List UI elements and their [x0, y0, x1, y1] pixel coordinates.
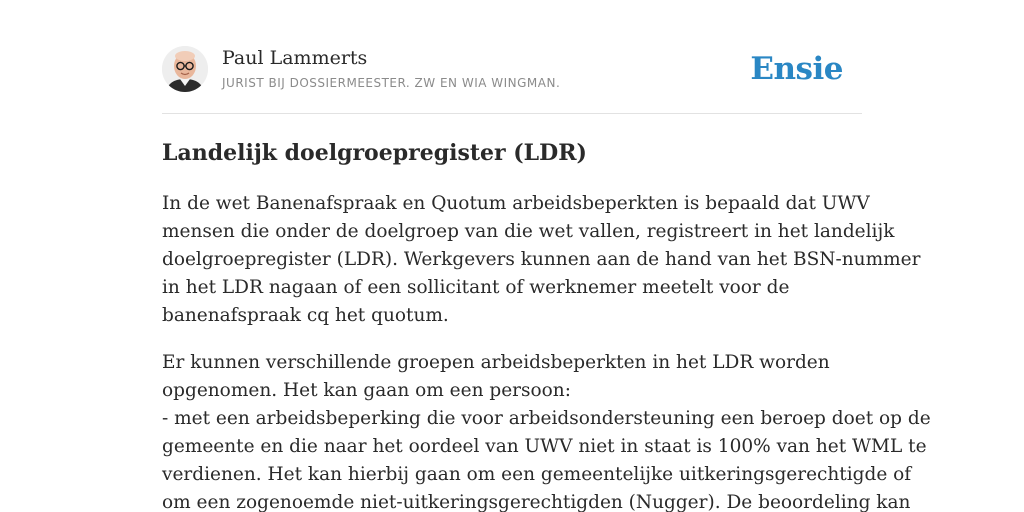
author-name[interactable]: Paul Lammerts [222, 47, 368, 69]
text-line: Er kunnen verschillende groepen arbeidsbeperkten in het LDR worden [162, 352, 830, 373]
content-container [162, 0, 931, 512]
paragraph [162, 190, 921, 330]
article-body [162, 190, 931, 512]
text-line: banenafspraak cq het quotum. [162, 305, 449, 326]
avatar[interactable] [162, 46, 208, 92]
text-line: om een zogenoemde niet-uitkeringsgerechtigden (Nugger). De beoordeling kan [162, 492, 911, 512]
text-line: In de wet Banenafspraak en Quotum arbeidsbeperkten is bepaald dat UWV [162, 193, 870, 214]
text-line: - met een arbeidsbeperking die voor arbeidsondersteuning een beroep doet op de [162, 408, 931, 429]
avatar-portrait-icon [162, 46, 208, 92]
text-line: in het LDR nagaan of een sollicitant of werknemer meetelt voor de [162, 277, 790, 298]
article-title: Landelijk doelgroepregister (LDR) [162, 140, 587, 166]
text-line: verdienen. Het kan hierbij gaan om een gemeentelijke uitkeringsgerechtigde of [162, 464, 912, 485]
paragraph [162, 349, 931, 512]
ensie-logo[interactable]: Ensie [750, 51, 843, 87]
text-line: doelgroepregister (LDR). Werkgevers kunnen aan de hand van het BSN-nummer [162, 249, 921, 270]
text-line: mensen die onder de doelgroep van die wet vallen, registreert in het landelijk [162, 221, 895, 242]
author-header [162, 0, 862, 114]
text-line: opgenomen. Het kan gaan om een persoon: [162, 380, 571, 401]
author-tagline: JURIST BIJ DOSSIERMEESTER. ZW EN WIA WINGMAN. [222, 76, 561, 90]
text-line: gemeente en die naar het oordeel van UWV niet in staat is 100% van het WML te [162, 436, 927, 457]
